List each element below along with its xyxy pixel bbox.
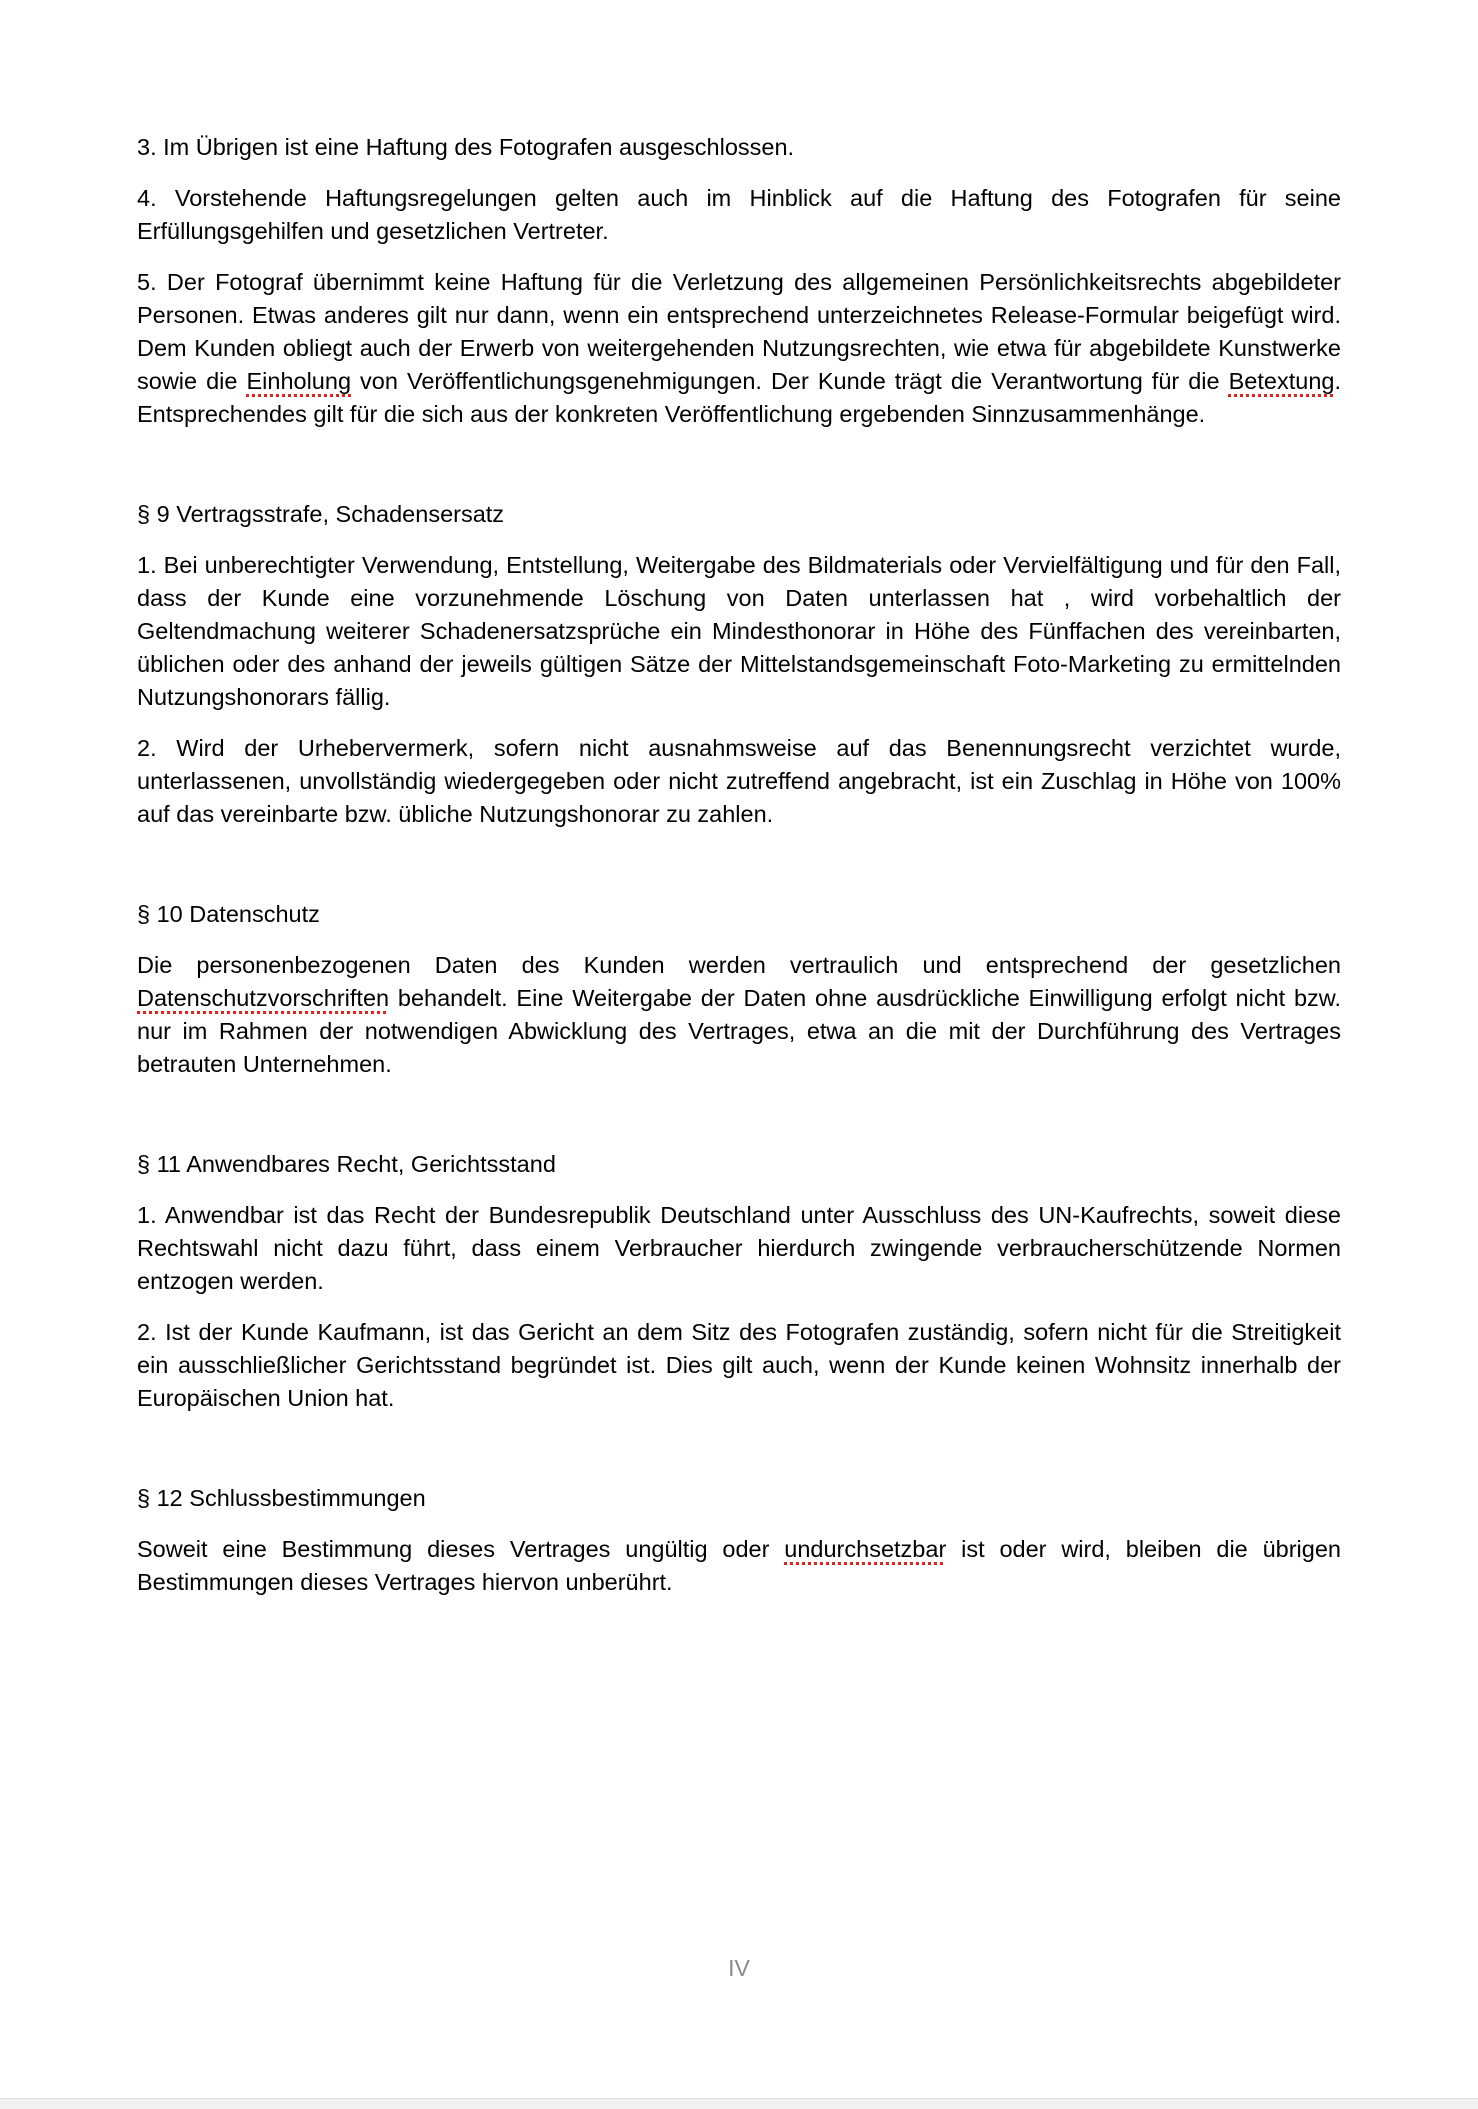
section-spacer — [137, 449, 1341, 498]
spellcheck-flagged-word[interactable]: Betextung — [1228, 368, 1335, 394]
document-body[interactable] — [137, 131, 1341, 1617]
section-spacer — [137, 849, 1341, 898]
s8-paragraph-3: 3. Im Übrigen ist eine Haftung des Fotografen ausgeschlossen. — [137, 134, 795, 160]
spellcheck-flagged-word[interactable]: undurchsetzbar — [784, 1536, 947, 1562]
section-heading-9: § 9 Vertragsstrafe, Schadensersatz — [137, 501, 505, 527]
s8-paragraph-5 — [137, 266, 1341, 431]
text-run: . Entsprechendes gilt für die sich aus der konkreten Veröffentlichung ergebenden Sinnzusammenhänge. — [137, 368, 1341, 427]
text-run: 5. Der Fotograf übernimmt keine Haftung für die Verletzung des allgemeinen Persönlichkeitsrechts abgebildeter Personen. Etwas anderes gilt nur dann, wenn ein entsprechend unterzeichnetes Release-Formular beigefügt wird. Dem Kunden obliegt auch der Erwerb von weitergehenden Nutzungsrechten, wie etwa für abgebildete Kunstwerke sowie die — [137, 269, 1341, 394]
section-spacer — [137, 1099, 1341, 1148]
section-spacer — [137, 1433, 1341, 1482]
section-heading-12: § 12 Schlussbestimmungen — [137, 1485, 426, 1511]
s11-paragraph-2: 2. Ist der Kunde Kaufmann, ist das Gericht an dem Sitz des Fotografen zuständig, sofern nicht für die Streitigkeit ein ausschließlicher Gerichtsstand begründet ist. Dies gilt auch, wenn der Kunde keinen Wohnsitz innerhalb der Europäischen Union hat. — [137, 1319, 1341, 1411]
s9-paragraph-1: 1. Bei unberechtigter Verwendung, Entstellung, Weitergabe des Bildmaterials oder Vervielfältigung und für den Fall, dass der Kunde eine vorzunehmende Löschung von Daten unterlassen hat , wird vorbehaltlich der Geltendmachung weiterer Schadenersatzsprüche ein Mindesthonorar in Höhe des Fünffachen des vereinbarten, üblichen oder des anhand der jeweils gültigen Sätze der Mittelstandsgemeinschaft Foto-Marketing zu ermittelnden Nutzungshonorars fällig. — [137, 552, 1341, 710]
text-run: ist oder wird, bleiben die übrigen Bestimmungen dieses Vertrages hiervon unberührt. — [137, 1536, 1341, 1595]
spellcheck-flagged-word[interactable]: Einholung — [246, 368, 352, 394]
spellcheck-flagged-word[interactable]: Datenschutzvorschriften — [137, 985, 390, 1011]
text-run: behandelt. Eine Weitergabe der Daten ohne ausdrückliche Einwilligung erfolgt nicht bzw. nur im Rahmen der notwendigen Abwicklung des Vertrages, etwa an die mit der Durchführung des Vertrages betrauten Unternehmen. — [137, 985, 1341, 1077]
text-run: Die personenbezogenen Daten des Kunden werden vertraulich und entsprechend der gesetzlichen — [137, 952, 1341, 978]
s9-paragraph-2: 2. Wird der Urhebervermerk, sofern nicht ausnahmsweise auf das Benennungsrecht verzichtet wurde, unterlassenen, unvollständig wiedergegeben oder nicht zutreffend angebracht, ist ein Zuschlag in Höhe von 100% auf das vereinbarte bzw. übliche Nutzungshonorar zu zahlen. — [137, 735, 1341, 827]
s12-paragraph-1 — [137, 1533, 1341, 1599]
s11-paragraph-1: 1. Anwendbar ist das Recht der Bundesrepublik Deutschland unter Ausschluss des UN-Kaufrechts, soweit diese Rechtswahl nicht dazu führt, dass einem Verbraucher hierdurch zwingende verbraucherschützende Normen entzogen werden. — [137, 1202, 1341, 1294]
page-bottom-edge — [0, 2098, 1478, 2109]
s8-paragraph-4: 4. Vorstehende Haftungsregelungen gelten auch im Hinblick auf die Haftung des Fotografen für seine Erfüllungsgehilfen und gesetzlichen Vertreter. — [137, 185, 1341, 244]
text-run: Soweit eine Bestimmung dieses Vertrages ungültig oder — [137, 1536, 785, 1562]
section-heading-10: § 10 Datenschutz — [137, 901, 320, 927]
section-heading-11: § 11 Anwendbares Recht, Gerichtsstand — [137, 1151, 556, 1177]
text-run: von Veröffentlichungsgenehmigungen. Der Kunde trägt die Verantwortung für die — [351, 368, 1229, 394]
page-number: IV — [728, 1955, 750, 1981]
s10-paragraph-1 — [137, 949, 1341, 1081]
